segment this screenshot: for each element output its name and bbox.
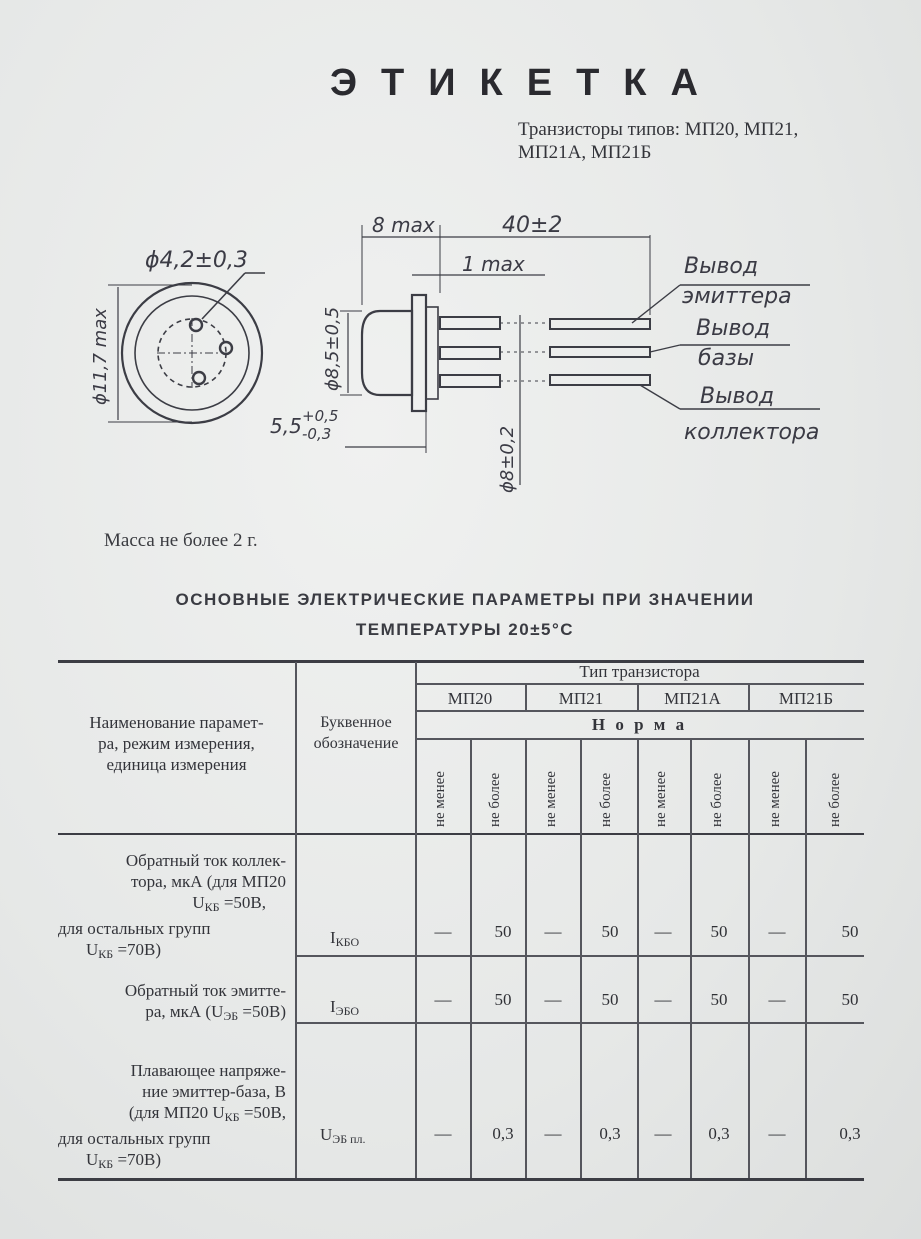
dim-height-base: 5,5 (270, 414, 302, 438)
row-3-val-1: — (434, 1124, 452, 1143)
row-2-val-1: — (434, 990, 452, 1009)
dim-height-minus: -0,3 (302, 425, 332, 443)
type-mp20: МП20 (447, 689, 493, 708)
row-1-val-4: 50 (601, 922, 619, 941)
row-1-val-5: — (654, 922, 672, 941)
dim-lead-diameter: ϕ8±0,2 (497, 425, 518, 493)
mp21a-min-header: не менее (653, 771, 669, 827)
row-3-val-8: 0,3 (839, 1124, 861, 1143)
mp21-max-header: не более (598, 772, 614, 827)
row-3-val-5: — (654, 1124, 672, 1143)
row-3-symbol: $U_{ЭБ пл.}$ (320, 1125, 366, 1146)
label-emitter-1: Вывод (684, 254, 759, 279)
front-pin-3 (193, 372, 205, 384)
row-3-param: Плавающее напряже- ние эмиттер-база, В (для МП20 $U_{КБ} =50В$, для остальных групп $U_{КБ} =70В$) (58, 1061, 286, 1171)
types-line-2: МП21А, МП21Б (518, 142, 652, 163)
param-column-header: Наименование парамет- ра, режим измерения, единица измерения (89, 713, 264, 774)
row-1-val-2: 50 (494, 922, 512, 941)
type-mp21a: МП21А (664, 689, 721, 708)
row-1-param: Обратный ток коллек- тора, мкА (для МП20 $U_{КБ} =50В$, для остальных групп $U_{КБ} =70В$) (58, 851, 286, 961)
label-base-2: базы (698, 346, 755, 371)
row-1-val-8: 50 (841, 922, 859, 941)
row-3-val-2: 0,3 (492, 1124, 514, 1143)
mp21b-max-header: не более (827, 772, 843, 827)
row-2-val-8: 50 (841, 990, 859, 1009)
row-3-val-7: — (768, 1124, 786, 1143)
label-emitter-2: эмиттера (682, 284, 792, 309)
mp21-min-header: не менее (543, 771, 559, 827)
row-1-val-1: — (434, 922, 452, 941)
symbol-column-header: Буквенное обозначение (313, 714, 399, 752)
transistor-drawing (0, 195, 921, 505)
dim-hole: ϕ4,2±0,3 (145, 248, 248, 273)
mp21b-min-header: не менее (767, 771, 783, 827)
row-1-val-3: — (544, 922, 562, 941)
row-3-val-3: — (544, 1124, 562, 1143)
row-2-val-4: 50 (601, 990, 619, 1009)
row-2-val-5: — (654, 990, 672, 1009)
row-2-val-3: — (544, 990, 562, 1009)
row-2-val-2: 50 (494, 990, 512, 1009)
type-mp21: МП21 (558, 689, 604, 708)
row-3-val-4: 0,3 (599, 1124, 621, 1143)
dim-body-length: 8 max (372, 213, 435, 237)
type-header: Тип транзистора (579, 662, 700, 681)
row-1-val-6: 50 (710, 922, 728, 941)
dim-outer: ϕ11,7 max (90, 308, 111, 405)
document-title: ЭТИКЕТКА (330, 62, 722, 104)
row-3-val-6: 0,3 (708, 1124, 730, 1143)
label-collector-2: коллектора (684, 420, 820, 445)
row-2-val-7: — (768, 990, 786, 1009)
row-2-param: Обратный ток эмитте- ра, мкА $(U_{ЭБ} =50В)$ (124, 981, 286, 1023)
side-view-flange (412, 295, 426, 411)
type-mp21b: МП21Б (778, 689, 834, 708)
table-heading-1: ОСНОВНЫЕ ЭЛЕКТРИЧЕСКИЕ ПАРАМЕТРЫ ПРИ ЗНАЧЕНИИ (175, 590, 755, 609)
transistor-types (518, 118, 898, 164)
dim-height-plus: +0,5 (302, 407, 339, 425)
dim-flange: 1 max (462, 252, 525, 276)
mp21a-max-header: не более (709, 772, 725, 827)
dim-body-diameter: ϕ8,5±0,5 (322, 306, 343, 391)
mp20-min-header: не менее (432, 771, 448, 827)
header-bottom-rule (58, 833, 864, 835)
dim-lead-length: 40±2 (502, 213, 563, 238)
row-1-val-7: — (768, 922, 786, 941)
label-collector-1: Вывод (700, 384, 775, 409)
table-heading-2: ТЕМПЕРАТУРЫ 20±5°С (355, 620, 575, 639)
types-line-1: Транзисторы типов: МП20, МП21, (518, 119, 799, 140)
mass-note: Масса не более 2 г. (104, 530, 258, 551)
norm-header: Н о р м а (591, 715, 688, 734)
side-view-body (362, 311, 412, 395)
row-1-symbol: $I_{КБО}$ (330, 928, 360, 949)
label-base-1: Вывод (696, 316, 771, 341)
table-bottom-rule (58, 1178, 864, 1181)
row-2-symbol: $I_{ЭБО}$ (330, 997, 360, 1018)
mp20-max-header: не более (487, 772, 503, 827)
row-2-val-6: 50 (710, 990, 728, 1009)
